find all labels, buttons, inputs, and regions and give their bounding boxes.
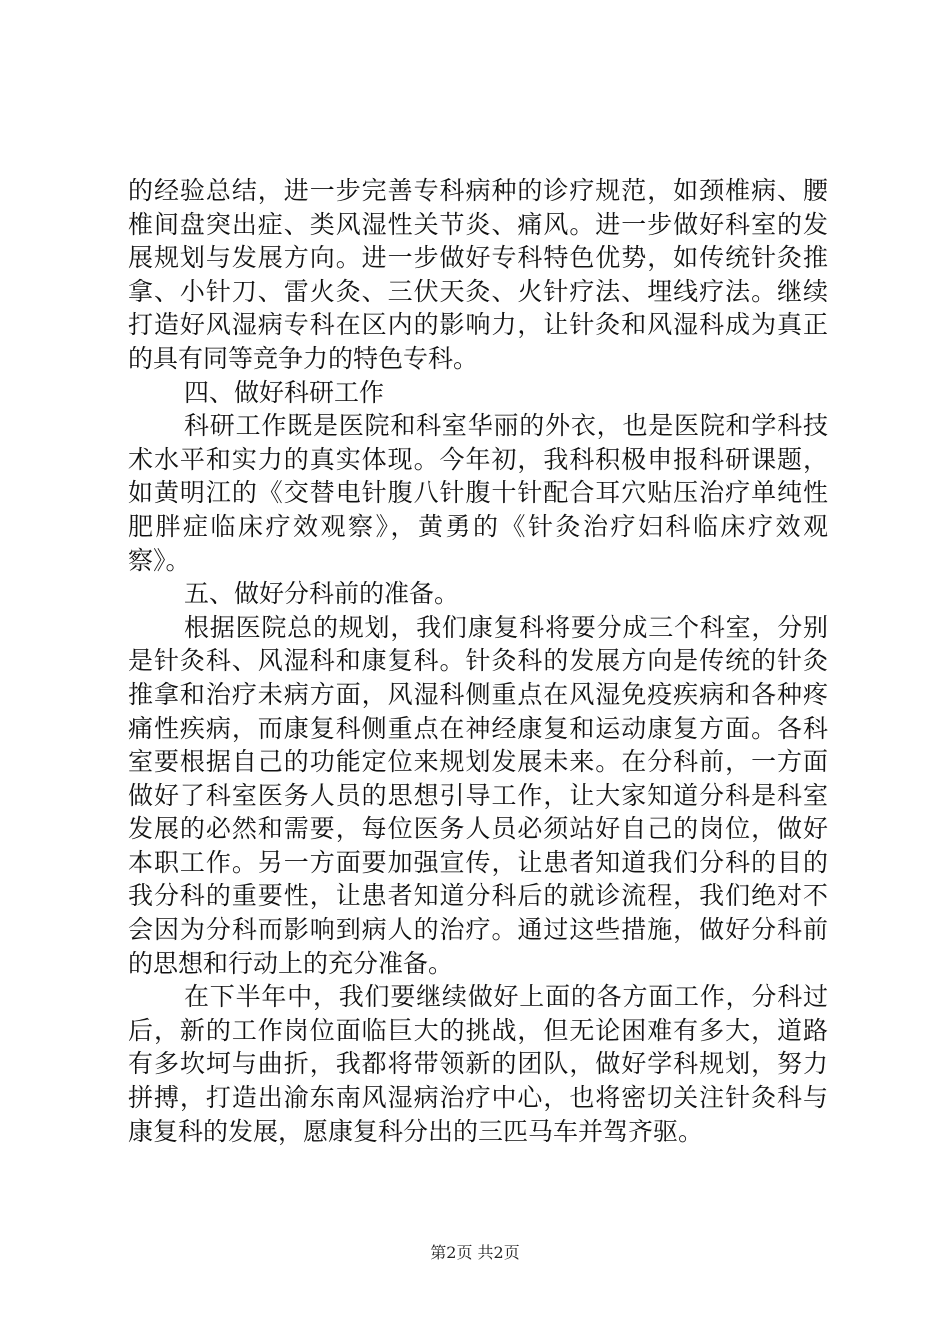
text-line: 拿、小针刀、雷火灸、三伏天灸、火针疗法、埋线疗法。继续	[128, 276, 828, 306]
text-line: 察》。	[128, 545, 191, 575]
text-line: 术水平和实力的真实体现。今年初，我科积极申报科研课题，	[128, 444, 828, 474]
text-line: 痛性疾病，而康复科侧重点在神经康复和运动康复方面。各科	[128, 713, 828, 743]
text-line: 的经验总结，进一步完善专科病种的诊疗规范，如颈椎病、腰	[128, 176, 828, 205]
page-footer: 第2页 共2页	[430, 1243, 520, 1262]
text-line: 拼搏，打造出渝东南风湿病治疗中心，也将密切关注针灸科与	[128, 1083, 828, 1113]
text-line: 科研工作既是医院和科室华丽的外衣，也是医院和学科技	[184, 411, 828, 441]
section-heading-research: 四、做好科研工作	[184, 377, 385, 407]
text-line: 是针灸科、风湿科和康复科。针灸科的发展方向是传统的针灸	[128, 646, 828, 676]
text-line: 做好了科室医务人员的思想引导工作，让大家知道分科是科室	[128, 780, 828, 810]
section-heading-preparation: 五、做好分科前的准备。	[184, 579, 460, 609]
text-line: 会因为分科而影响到病人的治疗。通过这些措施，做好分科前	[128, 915, 828, 945]
text-line: 本职工作。另一方面要加强宣传，让患者知道我们分科的目的	[128, 847, 828, 877]
text-line: 后，新的工作岗位面临巨大的挑战，但无论困难有多大，道路	[128, 1015, 828, 1045]
text-line: 根据医院总的规划，我们康复科将要分成三个科室，分别	[184, 612, 828, 642]
text-line: 打造好风湿病专科在区内的影响力，让针灸和风湿科成为真正	[128, 310, 828, 340]
text-line: 如黄明江的《交替电针腹八针腹十针配合耳穴贴压治疗单纯性	[128, 478, 828, 508]
document-body	[128, 174, 828, 1148]
text-line: 推拿和治疗未病方面，风湿科侧重点在风湿免疫疾病和各种疼	[128, 679, 828, 709]
text-line: 有多坎坷与曲折，我都将带领新的团队，做好学科规划，努力	[128, 1049, 828, 1079]
text-line: 的思想和行动上的充分准备。	[128, 948, 454, 978]
text-line: 我分科的重要性，让患者知道分科后的就诊流程，我们绝对不	[128, 881, 828, 911]
text-line: 室要根据自己的功能定位来规划发展未来。在分科前，一方面	[128, 747, 828, 777]
text-line: 发展的必然和需要，每位医务人员必须站好自己的岗位，做好	[128, 814, 828, 844]
text-line: 康复科的发展，愿康复科分出的三匹马车并驾齐驱。	[128, 1116, 704, 1146]
text-line: 椎间盘突出症、类风湿性关节炎、痛风。进一步做好科室的发	[128, 209, 828, 239]
text-line: 在下半年中，我们要继续做好上面的各方面工作，分科过	[184, 982, 828, 1012]
text-line: 肥胖症临床疗效观察》，黄勇的《针灸治疗妇科临床疗效观	[128, 511, 828, 541]
text-line: 展规划与发展方向。进一步做好专科特色优势，如传统针灸推	[128, 243, 828, 273]
text-line: 的具有同等竞争力的特色专科。	[128, 343, 479, 373]
